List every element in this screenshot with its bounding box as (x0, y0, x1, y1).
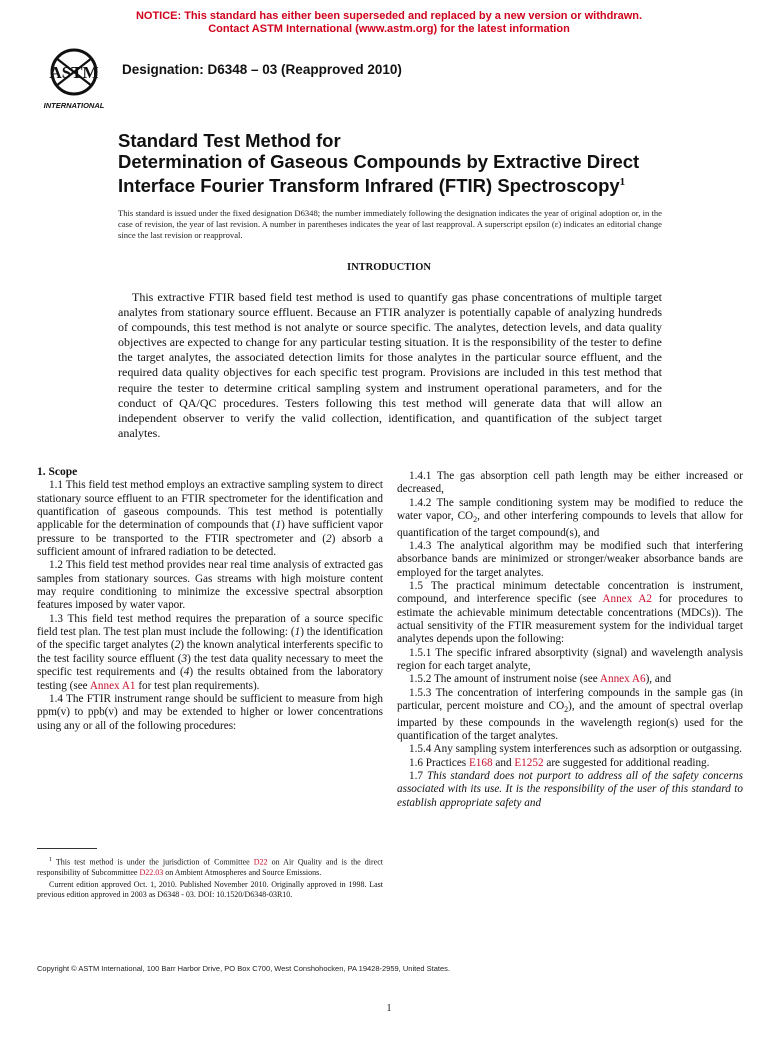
para-1-4-2: 1.4.2 The sample conditioning system may be modified to reduce the water vapor, $CO_2$, and other interfering compounds to levels that allow for quantification of the target compound(s), and (397, 496, 743, 539)
withdrawal-notice (0, 10, 778, 36)
right-column (397, 470, 743, 810)
footnote-divider (37, 848, 97, 849)
introduction-text: This extractive FTIR based field test method is used to quantify gas phase concentrations of multiple target analytes from stationary source effluent. Because an FTIR analyzer is potentially capable of analyzing hundreds of compounds, this test method is not analyte or source specific. The analytes, detection levels, and data quality objectives are expected to change for any particular testing situation. It is the responsibility of the tester to define the target analytes, the associated detection limits for those analytes in the particular source effluent, and the required data quality objectives for each specific test program. Provisions are included in this test method that require the tester to determine critical sampling system and instrument operational parameters, and for the conduct of QA/QC procedures. Testers following this test method will generate data that will allow an independent observer to verify the valid collection, identification, and quantification of the subject target analytes. (118, 290, 662, 440)
para-1-5-2: 1.5.2 The amount of instrument noise (see Annex A6), and (409, 673, 672, 686)
annex-a2-link[interactable]: Annex A2 (602, 593, 652, 606)
title-line-3: Interface Fourier Transform Infrared (FTIR) Spectroscopy$^1$ (118, 175, 626, 197)
para-1-4: 1.4 The FTIR instrument range should be sufficient to measure from high ppm(v) to ppb(v) and may be extended to higher or lower concentrations using any or all of the following procedures: (37, 692, 383, 732)
astm-logo (38, 44, 114, 112)
para-1-5-3: 1.5.3 The concentration of interfering compounds in the sample gas (in particular, percent moisture and $CO_2$), and the amount of spectral overlap imparted by these compounds in the wavelength region(s) used for the quantification of the target analytes. (397, 686, 743, 742)
designation: Designation: D6348 – 03 (Reapproved 2010) (122, 62, 402, 77)
annex-a1-link[interactable]: Annex A1 (89, 679, 136, 692)
e168-link[interactable]: E168 (468, 756, 493, 769)
para-1-5-4: 1.5.4 Any sampling system interferences such as adsorption or outgassing. (409, 743, 743, 756)
para-1-3: 1.3 This field test method requires the preparation of a source specific field test plan. The test plan must include the following: (1) the identification of the specific target analytes (2) the known analytical interferents specific to the test facility source effluent (3) the test data quality necessary to meet the specific test requirements and (4) the results obtained from the laboratory testing (see Annex A1 for test plan requirements). (37, 612, 383, 692)
preamble: This standard is issued under the fixed designation D6348; the number immediately following the designation indicates the year of original adoption or, in the case of revision, the year of last revision. A number in parentheses indicates the year of last reapproval. A superscript epsilon (ε) indicates an editorial change since the last revision or reapproval. (118, 208, 662, 240)
footnote-1: $^1$ This test method is under the jurisdiction of Committee D22 on Air Quality and is the direct responsibility of Subcommittee D22.03 on Ambient Atmospheres and Source Emissions. (37, 857, 383, 877)
title-line-2: Determination of Gaseous Compounds by Extractive Direct (118, 151, 640, 172)
svg-text:INTERNATIONAL: INTERNATIONAL (43, 101, 105, 110)
svg-text:ASTM: ASTM (49, 63, 99, 82)
document-title (118, 130, 718, 196)
footnotes (37, 855, 383, 902)
title-line-1: Standard Test Method for (118, 130, 341, 151)
para-1-4-3: 1.4.3 The analytical algorithm may be modified such that interfering absorbance bands are minimized or stronger/weaker absorbance bands are employed for the target analytes. (397, 539, 743, 579)
title-footnote-mark: 1 (619, 176, 626, 188)
footnote-edition: Current edition approved Oct. 1, 2010. Published November 2010. Originally approved in 1998. Last previous edition approved in 2003 as D6348 - 03. DOI: 10.1520/D6348-03R10. (37, 879, 383, 899)
para-1-4-1: 1.4.1 The gas absorption cell path length may be either increased or decreased, (397, 470, 743, 496)
subcommittee-d22-03-link[interactable]: D22.03 (139, 867, 164, 877)
para-1-1: 1.1 This field test method employs an extractive sampling system to direct stationary source effluent to an FTIR spectrometer for the identification and quantification of gaseous compounds. This test method is potentially applicable for the determination of compounds that (1) have sufficient vapor pressure to be transported to the FTIR spectrometer and (2) absorb a sufficient amount of infrared radiation to be detected. (37, 479, 383, 559)
page-number: 1 (386, 1003, 392, 1014)
para-1-2: 1.2 This field test method provides near real time analysis of extracted gas samples from stationary sources. Gas streams with high moisture content may require conditioning to minimize the excessive spectral absorption features imposed by water vapor. (37, 559, 383, 612)
para-1-7: 1.7 This standard does not purport to address all of the safety concerns associated with its use. It is the responsibility of the user of this standard to establish appropriate safety and (397, 770, 743, 809)
notice-line-2: Contact ASTM International (www.astm.org) for the latest information (208, 23, 570, 35)
copyright-notice: Copyright © ASTM International, 100 Barr Harbor Drive, PO Box C700, West Conshohocken, PA 19428-2959, United States. (37, 964, 450, 973)
section-heading-scope: 1. Scope (37, 466, 78, 478)
left-column (37, 466, 383, 733)
introduction-heading: INTRODUCTION (346, 262, 431, 273)
notice-line-1: NOTICE: This standard has either been superseded and replaced by a new version or withdrawn. (135, 10, 643, 22)
e1252-link[interactable]: E1252 (514, 756, 544, 769)
para-1-5-1: 1.5.1 The specific infrared absorptivity (signal) and wavelength analysis region for each target analyte, (397, 646, 743, 673)
annex-a6-link[interactable]: Annex A6 (599, 673, 646, 686)
astm-logo-icon (38, 44, 114, 112)
committee-d22-link[interactable]: D22 (253, 857, 268, 867)
para-1-6: 1.6 Practices E168 and E1252 are suggested for additional reading. (409, 756, 710, 769)
para-1-5: 1.5 The practical minimum detectable concentration is instrument, compound, and interference specific (see Annex A2 for procedures to estimate the achievable minimum detectable concentrations (MDCs)). The actual sensitivity of the FTIR measurement system for the individual target analytes depends upon the following: (397, 579, 743, 646)
